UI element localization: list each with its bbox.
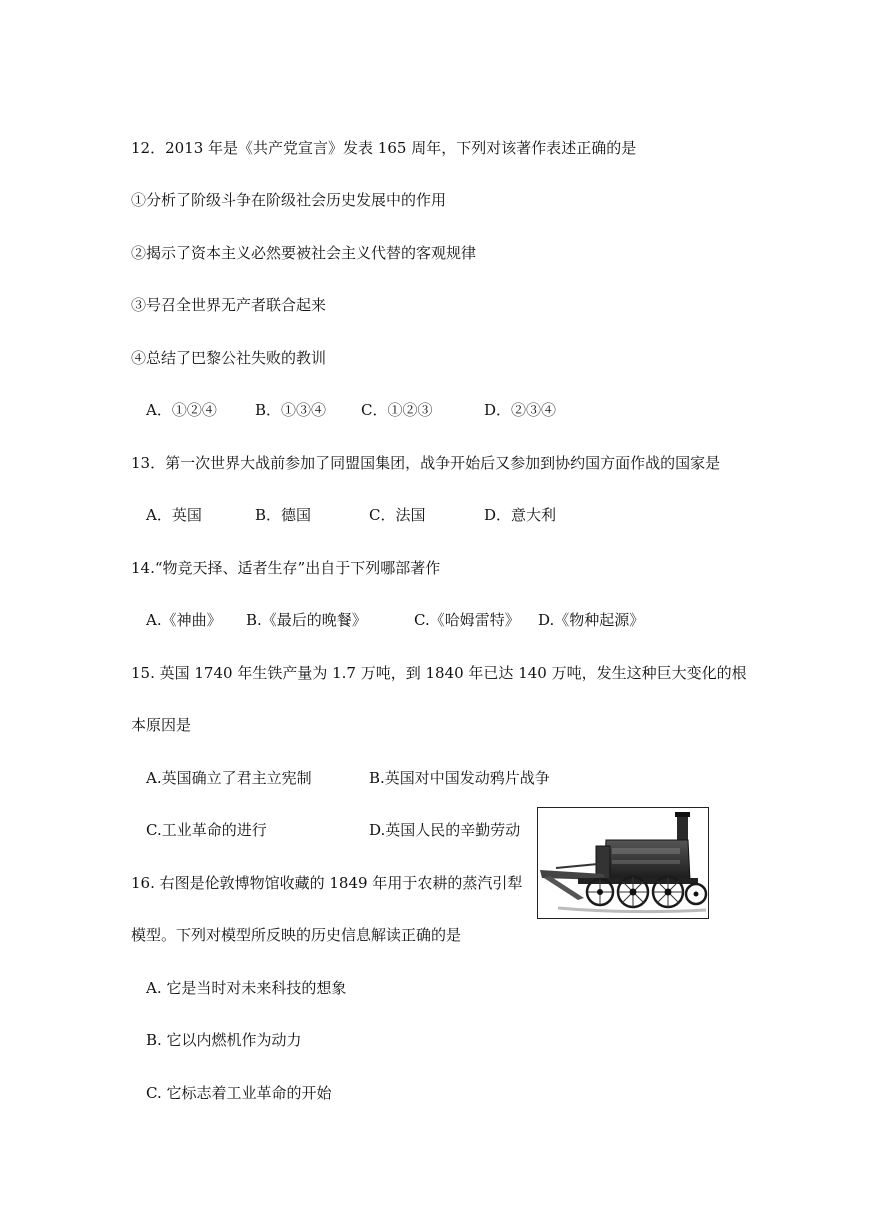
q15-option-b: B.英国对中国发动鸦片战争 xyxy=(369,769,550,787)
steam-plough-figure xyxy=(537,807,709,919)
q16-stem-line2: 模型。下列对模型所反映的历史信息解读正确的是 xyxy=(131,926,462,944)
q12-item-2: ②揭示了资本主义必然要被社会主义代替的客观规律 xyxy=(131,244,477,262)
q13-option-d: D．意大利 xyxy=(484,506,557,524)
q13-option-b: B．德国 xyxy=(255,506,312,524)
q13-stem: 13．第一次世界大战前参加了同盟国集团，战争开始后又参加到协约国方面作战的国家是 xyxy=(131,454,721,472)
q12-option-a: A．①②④ xyxy=(146,401,217,419)
q12-item-4: ④总结了巴黎公社失败的教训 xyxy=(131,349,327,367)
q15-option-a: A.英国确立了君主立宪制 xyxy=(146,769,312,787)
q16-option-a: A. 它是当时对未来科技的想象 xyxy=(146,979,347,997)
q12-option-c: C．①②③ xyxy=(361,401,433,419)
q15-option-c: C.工业革命的进行 xyxy=(146,821,267,839)
q12-option-d: D．②③④ xyxy=(484,401,557,419)
q12-stem: 12．2013 年是《共产党宣言》发表 165 周年，下列对该著作表述正确的是 xyxy=(131,139,637,157)
q12-item-3: ③号召全世界无产者联合起来 xyxy=(131,296,327,314)
q14-option-a: A.《神曲》 xyxy=(146,611,222,629)
q14-option-d: D.《物种起源》 xyxy=(538,611,645,629)
q15-stem-line1: 15. 英国 1740 年生铁产量为 1.7 万吨，到 1840 年已达 140 万吨，发生这种巨大变化的根 xyxy=(131,664,747,682)
q15-option-d: D.英国人民的辛勤劳动 xyxy=(369,821,521,839)
q14-option-c: C.《哈姆雷特》 xyxy=(414,611,520,629)
q13-option-c: C．法国 xyxy=(369,506,426,524)
q13-option-a: A．英国 xyxy=(146,506,202,524)
q16-option-c: C. 它标志着工业革命的开始 xyxy=(146,1084,332,1102)
q14-option-b: B.《最后的晚餐》 xyxy=(246,611,367,629)
q12-option-b: B．①③④ xyxy=(255,401,327,419)
q16-option-b: B. 它以内燃机作为动力 xyxy=(146,1031,302,1049)
q15-stem-line2: 本原因是 xyxy=(131,716,192,734)
q14-stem: 14.“物竞天择、适者生存”出自于下列哪部著作 xyxy=(131,559,441,577)
q12-item-1: ①分析了阶级斗争在阶级社会历史发展中的作用 xyxy=(131,191,447,209)
q16-stem-line1: 16. 右图是伦敦博物馆收藏的 1849 年用于农耕的蒸汽引犁 xyxy=(131,874,523,892)
steam-plough-image xyxy=(538,808,708,918)
